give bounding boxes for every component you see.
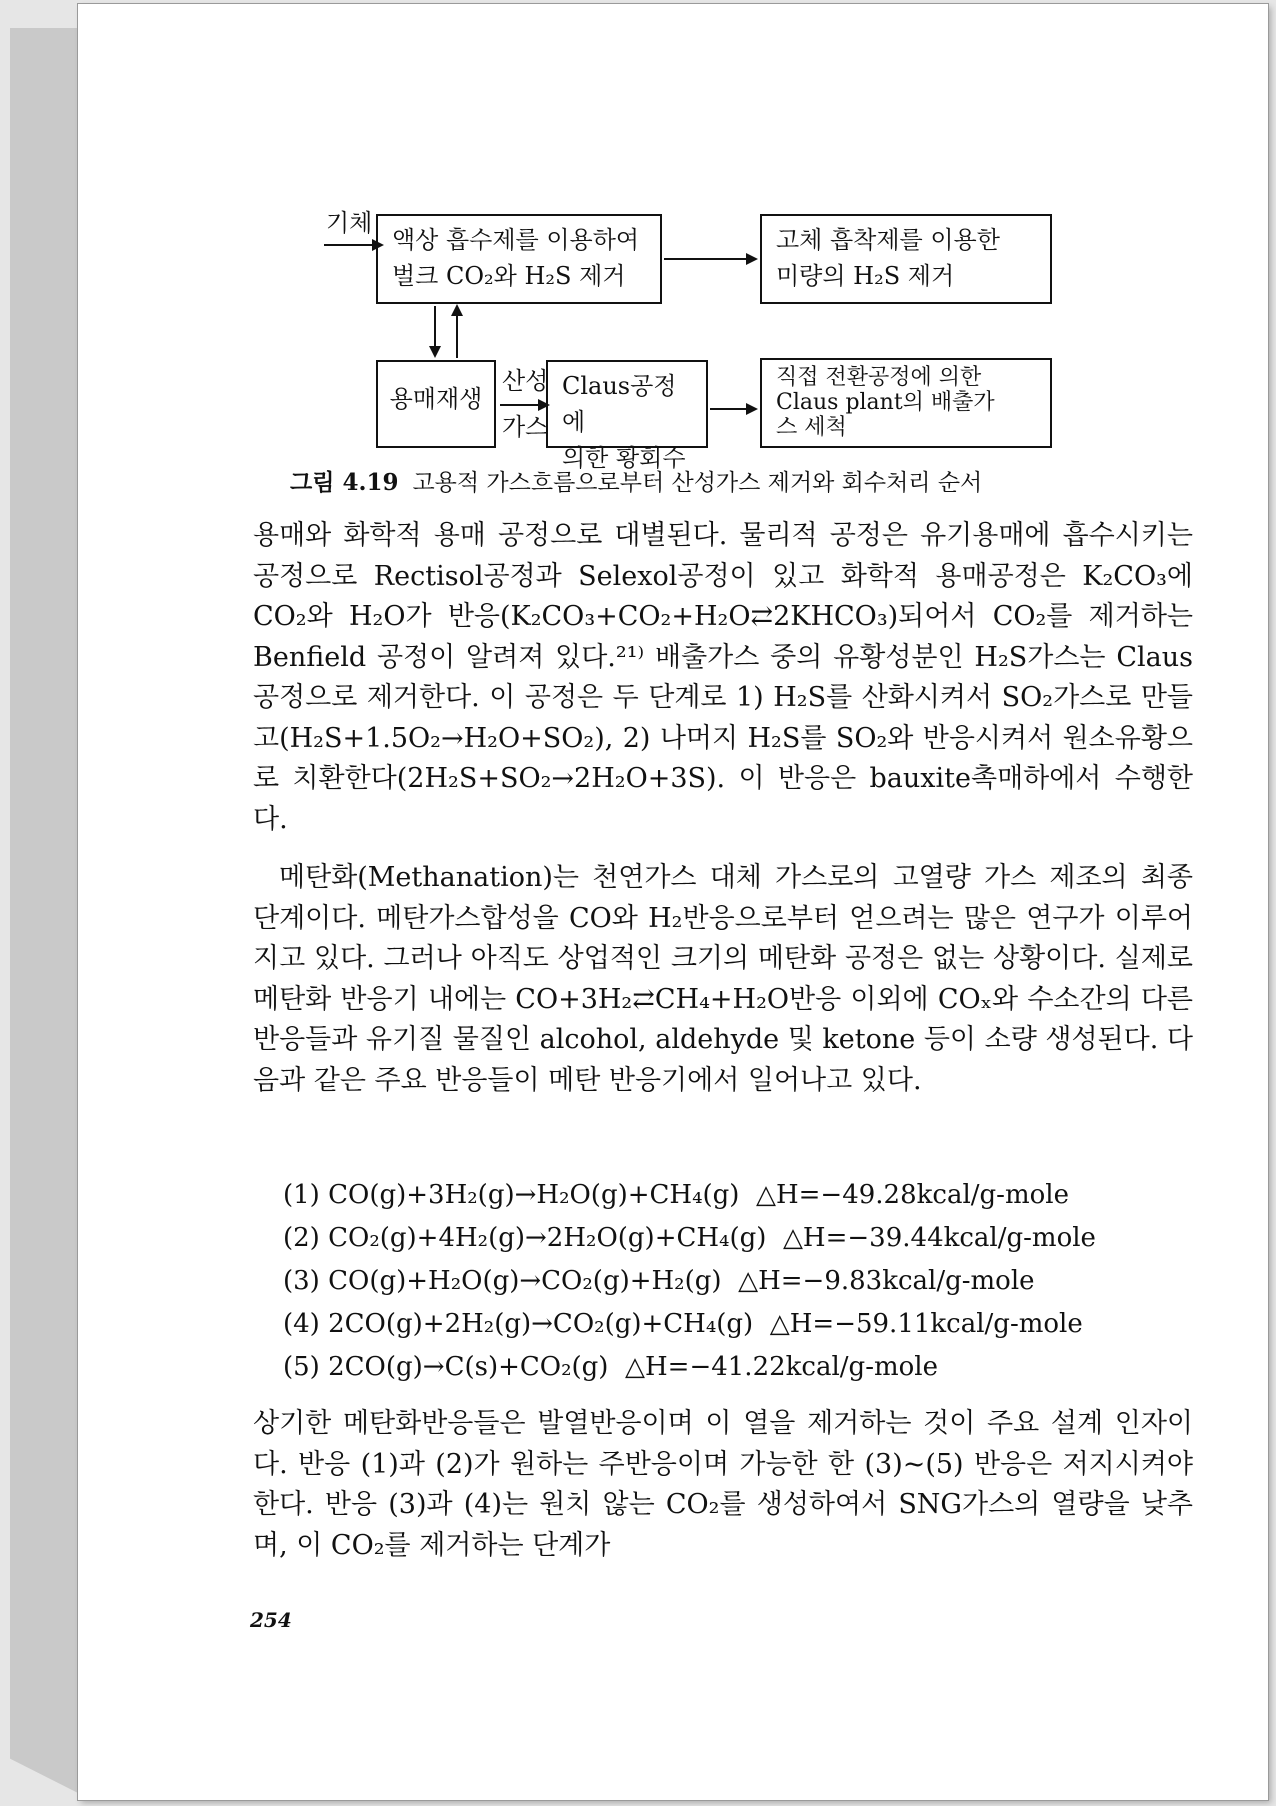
equation-reaction: 2CO(g)+2H₂(g)→CO₂(g)+CH₄(g) [328, 1309, 754, 1339]
bulk-removal-line2: 벌크 CO₂와 H₂S 제거 [392, 262, 626, 290]
arrow-down-line [434, 306, 436, 350]
acid-gas-arrow-line [500, 404, 540, 406]
equation-enthalpy: △H=−59.11kcal/g-mole [769, 1309, 1083, 1339]
arrow-box1-box2-line [664, 258, 748, 260]
arrow-up-line [456, 314, 458, 358]
figure-caption-text: 고용적 가스흐름으로부터 산성가스 제거와 회수처리 순서 [412, 470, 983, 496]
solvent-regeneration-box [376, 360, 496, 448]
bulk-removal-line1: 액상 흡수제를 이용하여 [392, 226, 640, 254]
arrow-down-head [429, 346, 441, 358]
equation-number: (1) [283, 1180, 320, 1210]
claus-recovery-line1: Claus공정에 [562, 372, 677, 436]
reaction-equations [283, 1174, 1096, 1389]
claus-recovery-line2: 의한 황회수 [562, 444, 686, 472]
equation-number: (3) [283, 1266, 320, 1296]
equation-enthalpy: △H=−41.22kcal/g-mole [624, 1352, 938, 1382]
equation-row [283, 1217, 1096, 1260]
equation-reaction: CO₂(g)+4H₂(g)→2H₂O(g)+CH₄(g) [328, 1223, 767, 1253]
equation-reaction: 2CO(g)→C(s)+CO₂(g) [328, 1352, 609, 1382]
tail-gas-cleanup-box [760, 358, 1052, 448]
equation-reaction: CO(g)+H₂O(g)→CO₂(g)+H₂(g) [328, 1266, 722, 1296]
equation-number: (2) [283, 1223, 320, 1253]
figure-caption [290, 464, 982, 497]
equation-reaction: CO(g)+3H₂(g)→H₂O(g)+CH₄(g) [328, 1180, 740, 1210]
paragraph-3: 상기한 메탄화반응들은 발열반응이며 이 열을 제거하는 것이 주요 설계 인자이다. 반응 (1)과 (2)가 원하는 주반응이며 가능한 한 (3)~(5) 반응은 저지시켜야 한다. 반응 (3)과 (4)는 원치 않는 CO₂를 생성하여서 SNG가스의 열량을 낮추며, 이 CO₂를 제거하는 단계가 [253, 1408, 1193, 1561]
solvent-regeneration-label: 용매재생 [389, 385, 483, 413]
arrow-box4-box5-line [710, 408, 748, 410]
page-number: 254 [250, 1608, 292, 1632]
trace-removal-box [760, 214, 1052, 304]
acid-gas-label-1: 산성 [502, 367, 549, 395]
equation-enthalpy: △H=−39.44kcal/g-mole [782, 1223, 1096, 1253]
input-arrow-line [324, 244, 374, 246]
arrow-up-head [451, 304, 463, 316]
equation-row [283, 1260, 1096, 1303]
equation-row [283, 1303, 1096, 1346]
equation-enthalpy: △H=−49.28kcal/g-mole [755, 1180, 1069, 1210]
figure-number: 그림 4.19 [290, 469, 399, 496]
input-gas-label: 기체 [326, 209, 373, 237]
equation-row [283, 1174, 1096, 1217]
claus-recovery-box [546, 360, 708, 472]
bulk-removal-box [376, 214, 662, 304]
equation-enthalpy: △H=−9.83kcal/g-mole [738, 1266, 1035, 1296]
equation-number: (5) [283, 1352, 320, 1382]
trace-removal-line2: 미량의 H₂S 제거 [776, 262, 955, 290]
tail-gas-line2: Claus plant의 배출가 [776, 390, 995, 415]
arrow-box4-box5-head [746, 403, 758, 415]
paragraph-2: 메탄화(Methanation)는 천연가스 대체 가스로의 고열량 가스 제조의 최종 단계이다. 메탄가스합성을 CO와 H₂반응으로부터 얻으려는 많은 연구가 이루어지고 있다. 그러나 아직도 상업적인 크기의 메탄화 공정은 없는 상황이다. 실제로 메탄화 반응기 내에는 CO+3H₂⇄CH₄+H₂O반응 이외에 COₓ와 수소간의 다른 반응들과 유기질 물질인 alcohol, aldehyde 및 ketone 등이 소량 생성된다. 다음과 같은 주요 반응들이 메탄 반응기에서 일어나고 있다. [253, 862, 1193, 1096]
book-spine [10, 28, 80, 1794]
tail-gas-line1: 직접 전환공정에 의한 [776, 365, 982, 390]
arrow-box1-box2-head [746, 253, 758, 265]
tail-gas-line3: 스 세척 [776, 415, 847, 440]
equation-row [283, 1346, 1096, 1389]
trace-removal-line1: 고체 흡착제를 이용한 [776, 226, 1000, 254]
equation-number: (4) [283, 1309, 320, 1339]
book-page [78, 4, 1268, 1800]
acid-gas-label-2: 가스 [502, 413, 549, 441]
paragraph-1: 용매와 화학적 용매 공정으로 대별된다. 물리적 공정은 유기용매에 흡수시키는 공정으로 Rectisol공정과 Selexol공정이 있고 화학적 용매공정은 K₂CO₃에 CO₂와 H₂O가 반응(K₂CO₃+CO₂+H₂O⇄2KHCO₃)되어서 CO₂를 제거하는 Benfield 공정이 알려져 있다.²¹⁾ 배출가스 중의 유황성분인 H₂S가스는 Claus공정으로 제거한다. 이 공정은 두 단계로 1) H₂S를 산화시켜서 SO₂가스로 만들고(H₂S+1.5O₂→H₂O+SO₂), 2) 나머지 H₂S를 SO₂와 반응시켜서 원소유황으로 치환한다(2H₂S+SO₂→2H₂O+3S). 이 반응은 bauxite촉매하에서 수행한다. [253, 520, 1193, 835]
